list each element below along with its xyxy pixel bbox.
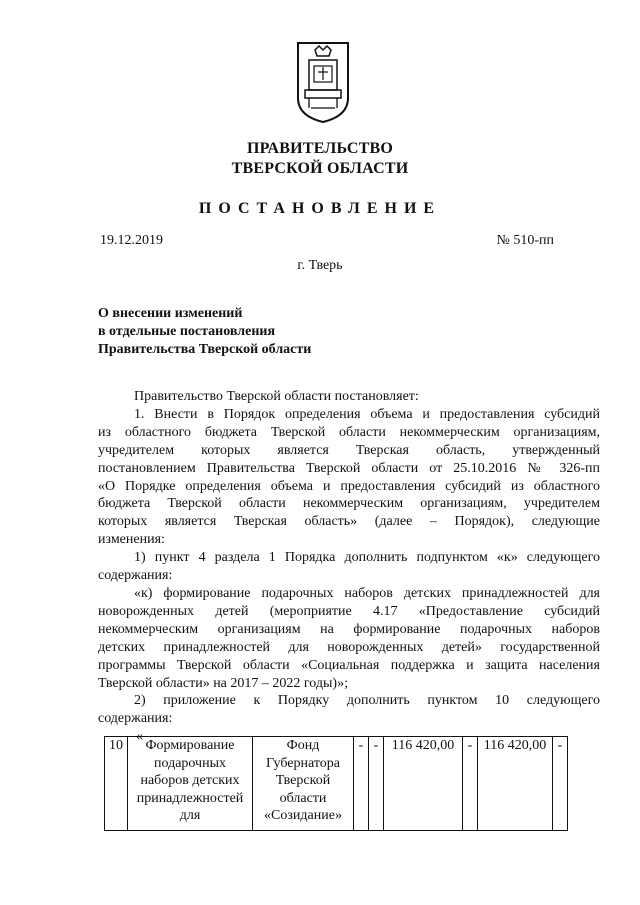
document-type: ПОСТАНОВЛЕНИЕ <box>198 200 442 217</box>
table-cell-c8: - <box>553 737 568 831</box>
body-line: которых является Тверская область» (далее – Порядок), следующие <box>98 514 600 530</box>
cell-line: для <box>179 808 201 823</box>
document-date: 19.12.2019 <box>100 233 163 248</box>
document-number: № 510-пп <box>496 233 554 248</box>
government-name-line1: ПРАВИТЕЛЬСТВО <box>246 140 394 157</box>
body-line: программы Тверской области «Социальная поддержка и защита населения <box>98 657 600 673</box>
body-line: 1) пункт 4 раздела 1 Порядка дополнить подпунктом «к» следующего <box>134 550 600 566</box>
body-line: «к) формирование подарочных наборов детских принадлежностей для <box>134 585 600 601</box>
body-line: «О Порядке определения объема и предоставления субсидий из областного <box>98 478 600 494</box>
table-cell-c5: 116 420,00 <box>384 737 463 831</box>
body-line: содержания: <box>98 711 173 727</box>
table-cell-org <box>253 737 354 831</box>
coat-of-arms-icon <box>295 40 351 124</box>
document-subject <box>98 305 311 359</box>
subject-line: Правительства Тверской области <box>98 342 312 357</box>
cell-line: «Созидание» <box>264 808 342 823</box>
document-city: г. Тверь <box>297 258 343 273</box>
body-line: 2) приложение к Порядку дополнить пунктом 10 следующего <box>134 693 600 709</box>
table-cell-c4: - <box>369 737 384 831</box>
table-cell-c6: - <box>463 737 478 831</box>
body-line: учредителем которых является Тверская область, утвержденный <box>98 442 600 458</box>
cell-line: области <box>279 790 327 806</box>
cell-line: принадлежностей <box>136 790 244 806</box>
body-line: из областного бюджета Тверской области некоммерческим организациям, <box>98 424 600 440</box>
cell-line: наборов детских <box>140 773 240 788</box>
body-line: Правительство Тверской области постановляет: <box>134 389 419 404</box>
cell-line: Фонд <box>286 738 320 753</box>
cell-line: Формирование <box>145 738 235 753</box>
cell-line: подарочных <box>153 755 226 771</box>
government-name-line2: ТВЕРСКОЙ ОБЛАСТИ <box>231 160 409 177</box>
table-cell-c3: - <box>354 737 369 831</box>
table-cell-name <box>128 737 253 831</box>
table-cell-c7: 116 420,00 <box>478 737 553 831</box>
table-cell-num: 10 <box>105 737 128 831</box>
body-line: содержания: <box>98 568 173 584</box>
body-line: постановлением Правительства Тверской области от 25.10.2016 № 326-пп <box>98 460 600 476</box>
body-line: Тверской области» на 2017 – 2022 годы)»; <box>98 675 348 691</box>
quote-mark: « <box>136 729 143 745</box>
body-line: изменения: <box>98 532 165 548</box>
table-row <box>105 737 568 831</box>
body-line: бюджета Тверской области некоммерческим организациям, учредителем <box>98 496 600 512</box>
subject-line: в отдельные постановления <box>98 324 276 339</box>
body-line: 1. Внести в Порядок определения объема и предоставления субсидий <box>134 406 600 422</box>
subject-line: О внесении изменений <box>98 306 243 321</box>
body-line: новорожденных детей (мероприятие 4.17 «Предоставление субсидий <box>98 603 600 619</box>
cell-line: Губернатора <box>265 755 341 771</box>
document-body <box>98 388 600 746</box>
body-line: некоммерческим организациям на формирование подарочных наборов <box>98 621 600 637</box>
body-line: детских принадлежностей для новорожденных детей» государственной <box>98 639 600 655</box>
cell-line: Тверской <box>275 773 331 788</box>
appendix-table <box>104 736 568 831</box>
